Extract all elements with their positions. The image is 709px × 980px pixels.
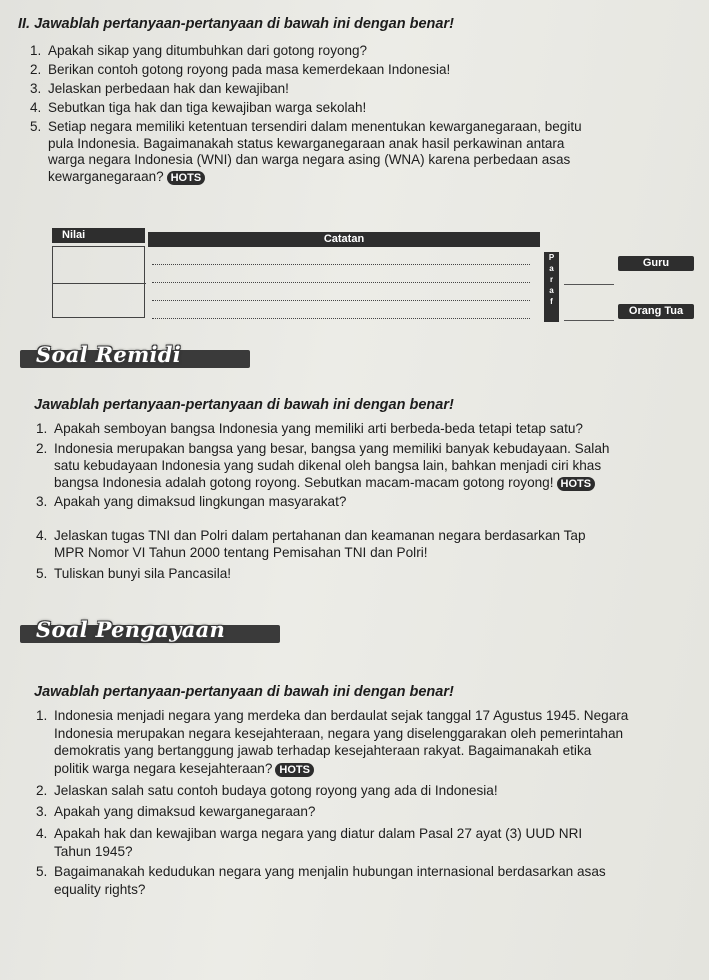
question-number: 1.: [36, 421, 48, 436]
question-text-line: [48, 151, 570, 168]
question-text-line: [54, 565, 231, 582]
nilai-box: [52, 246, 145, 318]
question-text: demokratis yang bertanggung jawab terhadap kesejahteraan rakyat. Bagaimanakah etika: [54, 743, 592, 758]
remidi-banner: [20, 344, 250, 374]
question-text-line: [54, 760, 314, 777]
question-number: 2.: [36, 783, 48, 798]
paraf-label: [544, 252, 559, 322]
remidi-heading: Jawablah pertanyaan-pertanyaan di bawah ini dengan benar!: [34, 397, 454, 413]
question-text: Berikan contoh gotong royong pada masa kemerdekaan Indonesia!: [48, 62, 451, 77]
question-text-line: [54, 742, 591, 759]
question-number: 3.: [36, 804, 48, 819]
catatan-line: [152, 300, 530, 301]
catatan-line: [152, 264, 530, 265]
question-text: Jelaskan perbedaan hak dan kewajiban!: [48, 81, 289, 96]
guru-label: Guru: [618, 256, 694, 271]
question-number: 1.: [36, 708, 48, 723]
question-text: warga negara Indonesia (WNI) dan warga negara asing (WNA) karena perbedaan asas: [48, 152, 571, 167]
question-number: 2.: [30, 62, 42, 77]
question-text-line: [54, 843, 133, 860]
question-number: 4.: [30, 100, 42, 115]
question-number: 2.: [36, 441, 48, 456]
question-text-line: [54, 440, 609, 457]
question-text: Tahun 1945?: [54, 843, 133, 859]
question-text: MPR Nomor VI Tahun 2000 tentang Pemisahan TNI dan Polri!: [54, 544, 428, 560]
question-text-line: [54, 527, 586, 544]
hots-badge: HOTS: [275, 763, 314, 777]
question-text-line: [54, 420, 583, 437]
question-text-line: [48, 99, 366, 116]
question-text: Jelaskan tugas TNI dan Polri dalam pertahanan dan keamanan negara berdasarkan Tap: [54, 528, 586, 543]
remidi-title: Soal Remidi: [36, 342, 182, 367]
question-text: satu kebudayaan Indonesia yang sudah dikenal oleh bangsa lain, bahkan menjadi ciri khas: [54, 457, 602, 473]
paraf-letter: a: [549, 286, 554, 295]
question-text-line: [54, 863, 606, 880]
question-text-line: [54, 493, 346, 510]
question-text-line: [54, 544, 428, 561]
question-number: 3.: [30, 81, 42, 96]
question-text: Jelaskan salah satu contoh budaya gotong royong yang ada di Indonesia!: [54, 783, 498, 798]
question-number: 5.: [36, 864, 48, 879]
question-text: Apakah yang dimaksud kewarganegaraan?: [54, 804, 316, 819]
question-text: Indonesia merupakan bangsa yang besar, bangsa yang memiliki banyak kebudayaan. Salah: [54, 441, 610, 456]
pengayaan-banner: [20, 619, 280, 649]
question-text-line: [48, 42, 367, 59]
question-text: Indonesia menjadi negara yang merdeka dan berdaulat sejak tanggal 17 Agustus 1945. Negara: [54, 708, 629, 723]
hots-badge: HOTS: [557, 477, 596, 491]
question-text-line: [48, 135, 564, 152]
catatan-line: [152, 282, 530, 283]
question-text-line: [54, 707, 628, 724]
question-text: Indonesia merupakan negara kesejahteraan, negara yang diselenggarakan oleh pemerintahan: [54, 725, 624, 741]
question-text-line: [48, 118, 582, 135]
question-text: Sebutkan tiga hak dan tiga kewajiban warga sekolah!: [48, 100, 367, 115]
pengayaan-heading: Jawablah pertanyaan-pertanyaan di bawah ini dengan benar!: [34, 684, 454, 700]
question-number: 1.: [30, 43, 42, 58]
question-number: 4.: [36, 528, 48, 543]
question-text: Apakah yang dimaksud lingkungan masyarakat?: [54, 494, 347, 509]
question-text: equality rights?: [54, 881, 146, 897]
question-text-line: [48, 168, 205, 185]
paraf-letter: r: [549, 275, 554, 284]
section-ii-heading: II. Jawablah pertanyaan-pertanyaan di bawah ini dengan benar!: [18, 16, 454, 32]
question-text-line: [54, 825, 582, 842]
paraf-letter: f: [550, 297, 553, 306]
question-text: Setiap negara memiliki ketentuan tersendiri dalam menentukan kewarganegaraan, begitu: [48, 119, 582, 134]
question-number: 5.: [30, 119, 42, 134]
grading-table: [52, 228, 692, 324]
question-text-line: [48, 80, 289, 97]
question-text-line: [54, 725, 623, 742]
question-text: politik warga negara kesejahteraan?: [54, 760, 273, 776]
question-text: Apakah semboyan bangsa Indonesia yang memiliki arti berbeda-beda tetapi tetap satu?: [54, 421, 583, 436]
hots-badge: HOTS: [167, 171, 206, 185]
question-text-line: [54, 881, 145, 898]
paraf-letter: P: [548, 253, 555, 262]
question-text: Apakah sikap yang ditumbuhkan dari gotong royong?: [48, 43, 367, 58]
question-text-line: [54, 457, 601, 474]
question-text: pula Indonesia. Bagaimanakah status kewarganegaraan anak hasil perkawinan antara: [48, 135, 565, 151]
question-text: Apakah hak dan kewajiban warga negara yang diatur dalam Pasal 27 ayat (3) UUD NRI: [54, 826, 583, 841]
catatan-header: Catatan: [148, 232, 540, 247]
paraf-letter: a: [549, 264, 554, 273]
pengayaan-title: Soal Pengayaan: [36, 617, 226, 642]
question-text-line: [54, 803, 315, 820]
question-text: bangsa Indonesia adalah gotong royong. Sebutkan macam-macam gotong royong!: [54, 474, 554, 490]
orang-tua-sign-line: [564, 320, 614, 321]
question-number: 5.: [36, 566, 48, 581]
question-text: kewarganegaraan?: [48, 168, 164, 184]
question-text-line: [48, 61, 450, 78]
question-text: Tuliskan bunyi sila Pancasila!: [54, 566, 232, 581]
orang-tua-label: Orang Tua: [618, 304, 694, 319]
question-number: 3.: [36, 494, 48, 509]
nilai-divider: [53, 283, 146, 284]
catatan-line: [152, 318, 530, 319]
question-text: Bagaimanakah kedudukan negara yang menjalin hubungan internasional berdasarkan asas: [54, 864, 606, 879]
question-text-line: [54, 782, 498, 799]
guru-sign-line: [564, 284, 614, 285]
question-number: 4.: [36, 826, 48, 841]
nilai-header: Nilai: [52, 228, 145, 243]
question-text-line: [54, 474, 595, 491]
